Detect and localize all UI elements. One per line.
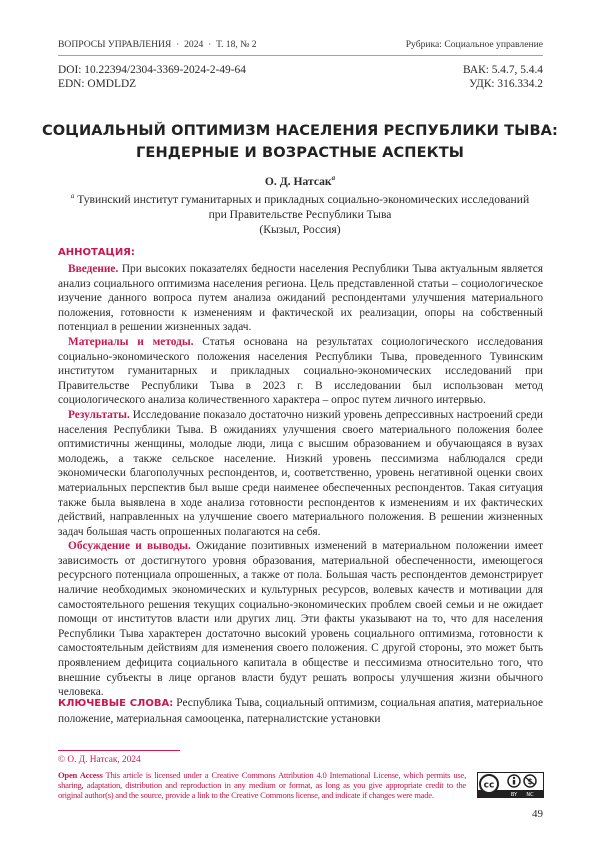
running-header	[58, 39, 543, 50]
keywords-text: Республика Тыва, социальный оптимизм, социальная апатия, материальное положение, материальная самооценка, патерналистские установки	[58, 697, 543, 725]
doi: DOI: 10.22394/2304-3369-2024-2-49-64	[58, 64, 246, 76]
edn: EDN: OMDLDZ	[58, 78, 136, 90]
discussion-text: Ожидание позитивных изменений в материальном положении имеет зависимость от достигнутого уровня образования, материальной обеспеченности, имеющегося ресурсного потенциала опрошенных, а также от пола. Большая часть респондентов демонстрирует наличие необходимых экономических и культурных ресурсов, волевых качеств и мотивации для самостоятельного решения текущих социально-экономических проблем своей семьи и не ожидает помощи от институтов власти или других лиц. Эти факты указывают на то, что для населения Республики Тыва характерен достаточно высокий уровень социального оптимизма, готовности к самостоятельным действиям для изменения своего положения. С другой стороны, это может быть проявлением дефицита социального капитала в обществе и пессимизма относительно того, что внешние субъекты в лице органов власти будут решать вопросы улучшения жизни обычного человека.	[58, 540, 543, 698]
meta-row-1	[58, 64, 543, 76]
cc-text: cc	[484, 781, 495, 791]
cc-license-icon	[478, 773, 543, 797]
author	[0, 174, 600, 188]
footnote-rule	[58, 750, 180, 751]
abstract-label: АННОТАЦИЯ:	[58, 247, 135, 258]
rubric: Рубрика: Социальное управление	[406, 39, 543, 50]
author-mark: a	[332, 174, 336, 182]
discussion-heading: Обсуждение и выводы.	[68, 540, 191, 552]
open-access-label: Open Access	[58, 770, 103, 780]
license-text: This article is licensed under a Creative Commons Attribution 4.0 International License, which permits use, sharing, adaptation, distribution and reproduction in any medium or format, as long as you give appropriate credit to the original author(s) and the source, provide a link to the Creative Commons license, and indicate if changes were made.	[58, 770, 466, 800]
title-line-2: ГЕНДЕРНЫЕ И ВОЗРАСТНЫЕ АСПЕКТЫ	[30, 142, 570, 164]
intro-text: При высоких показателях бедности населения Республики Тыва актуальным является анализ социального оптимизма населения региона. Цель представленной статьи – социологическое изучение данного вопроса путем анализа ожиданий респондентами улучшения материального положения, готовности к изменениям и фактической их реализации, опоры на собственный потенциал в решении жизненных задач.	[58, 263, 543, 333]
affiliation	[60, 189, 540, 237]
journal-info: ВОПРОСЫ УПРАВЛЕНИЯ · 2024 · Т. 18, № 2	[58, 39, 257, 50]
affil-mark: a	[71, 192, 75, 200]
abstract-discussion	[58, 539, 543, 700]
results-text: Исследование показало достаточно низкий уровень депрессивных настроений среди населения Республики Тыва. В ожиданиях улучшения своего материального положения более оптимистичны женщины, молодые люди, лица с высшим образованием и обучающаяся в вузах молодежь, а также сельское население. Низкий уровень пессимизма наблюдался среди экономически благополучных респондентов, и, соответственно, уровень негативной оценки своих материальных перспектив был выше среди наименее обеспеченных респондентов. Такая ситуация также была выявлена в ходе анализа готовности респондентов к изменениям и их фактических действий, направленных на улучшение своего материального положения. В решении жизненных задач большая часть опрошенных полагаются на себя.	[58, 409, 543, 538]
abstract-body	[58, 262, 543, 700]
license-notice	[58, 770, 466, 800]
intro-heading: Введение.	[68, 263, 118, 275]
page-number: 49	[520, 808, 543, 820]
nc-text: NC	[526, 792, 534, 797]
title-line-1: СОЦИАЛЬНЫЙ ОПТИМИЗМ НАСЕЛЕНИЯ РЕСПУБЛИКИ ТЫВА:	[30, 120, 570, 142]
abstract-methods	[58, 335, 543, 408]
affil-line-2: при Правительстве Республики Тыва	[60, 207, 540, 222]
copyright: © О. Д. Натсак, 2024	[58, 755, 141, 765]
abstract-intro	[58, 262, 543, 335]
vak: ВАК: 5.4.7, 5.4.4	[463, 64, 543, 76]
udk: УДК: 316.334.2	[469, 78, 543, 90]
cc-by-nc-badge[interactable]	[477, 772, 544, 798]
keywords	[58, 696, 543, 726]
methods-text: Статья основана на результатах социологического исследования социально-экономического положения населения Республики Тыва, проведенного Тувинским институтом гуманитарных и прикладных социально-экономических исследований при Правительстве Республики Тыва в 2023 г. В исследовании был использован метод социологического анализа количественного характера – опрос путем личного интервью.	[58, 336, 543, 406]
affil-line-3: (Кызыл, Россия)	[60, 222, 540, 237]
keywords-label: КЛЮЧЕВЫЕ СЛОВА:	[58, 698, 173, 709]
meta-row-2	[58, 78, 543, 90]
abstract-results	[58, 408, 543, 539]
affil-line-1: Тувинский институт гуманитарных и прикладных социально-экономических исследований	[77, 193, 529, 206]
results-heading: Результаты.	[68, 409, 130, 421]
author-name: О. Д. Натсак	[265, 175, 332, 188]
by-text: BY	[511, 792, 518, 797]
methods-heading: Материалы и методы.	[68, 336, 194, 348]
article-title	[30, 120, 570, 164]
header-rule	[58, 55, 543, 56]
